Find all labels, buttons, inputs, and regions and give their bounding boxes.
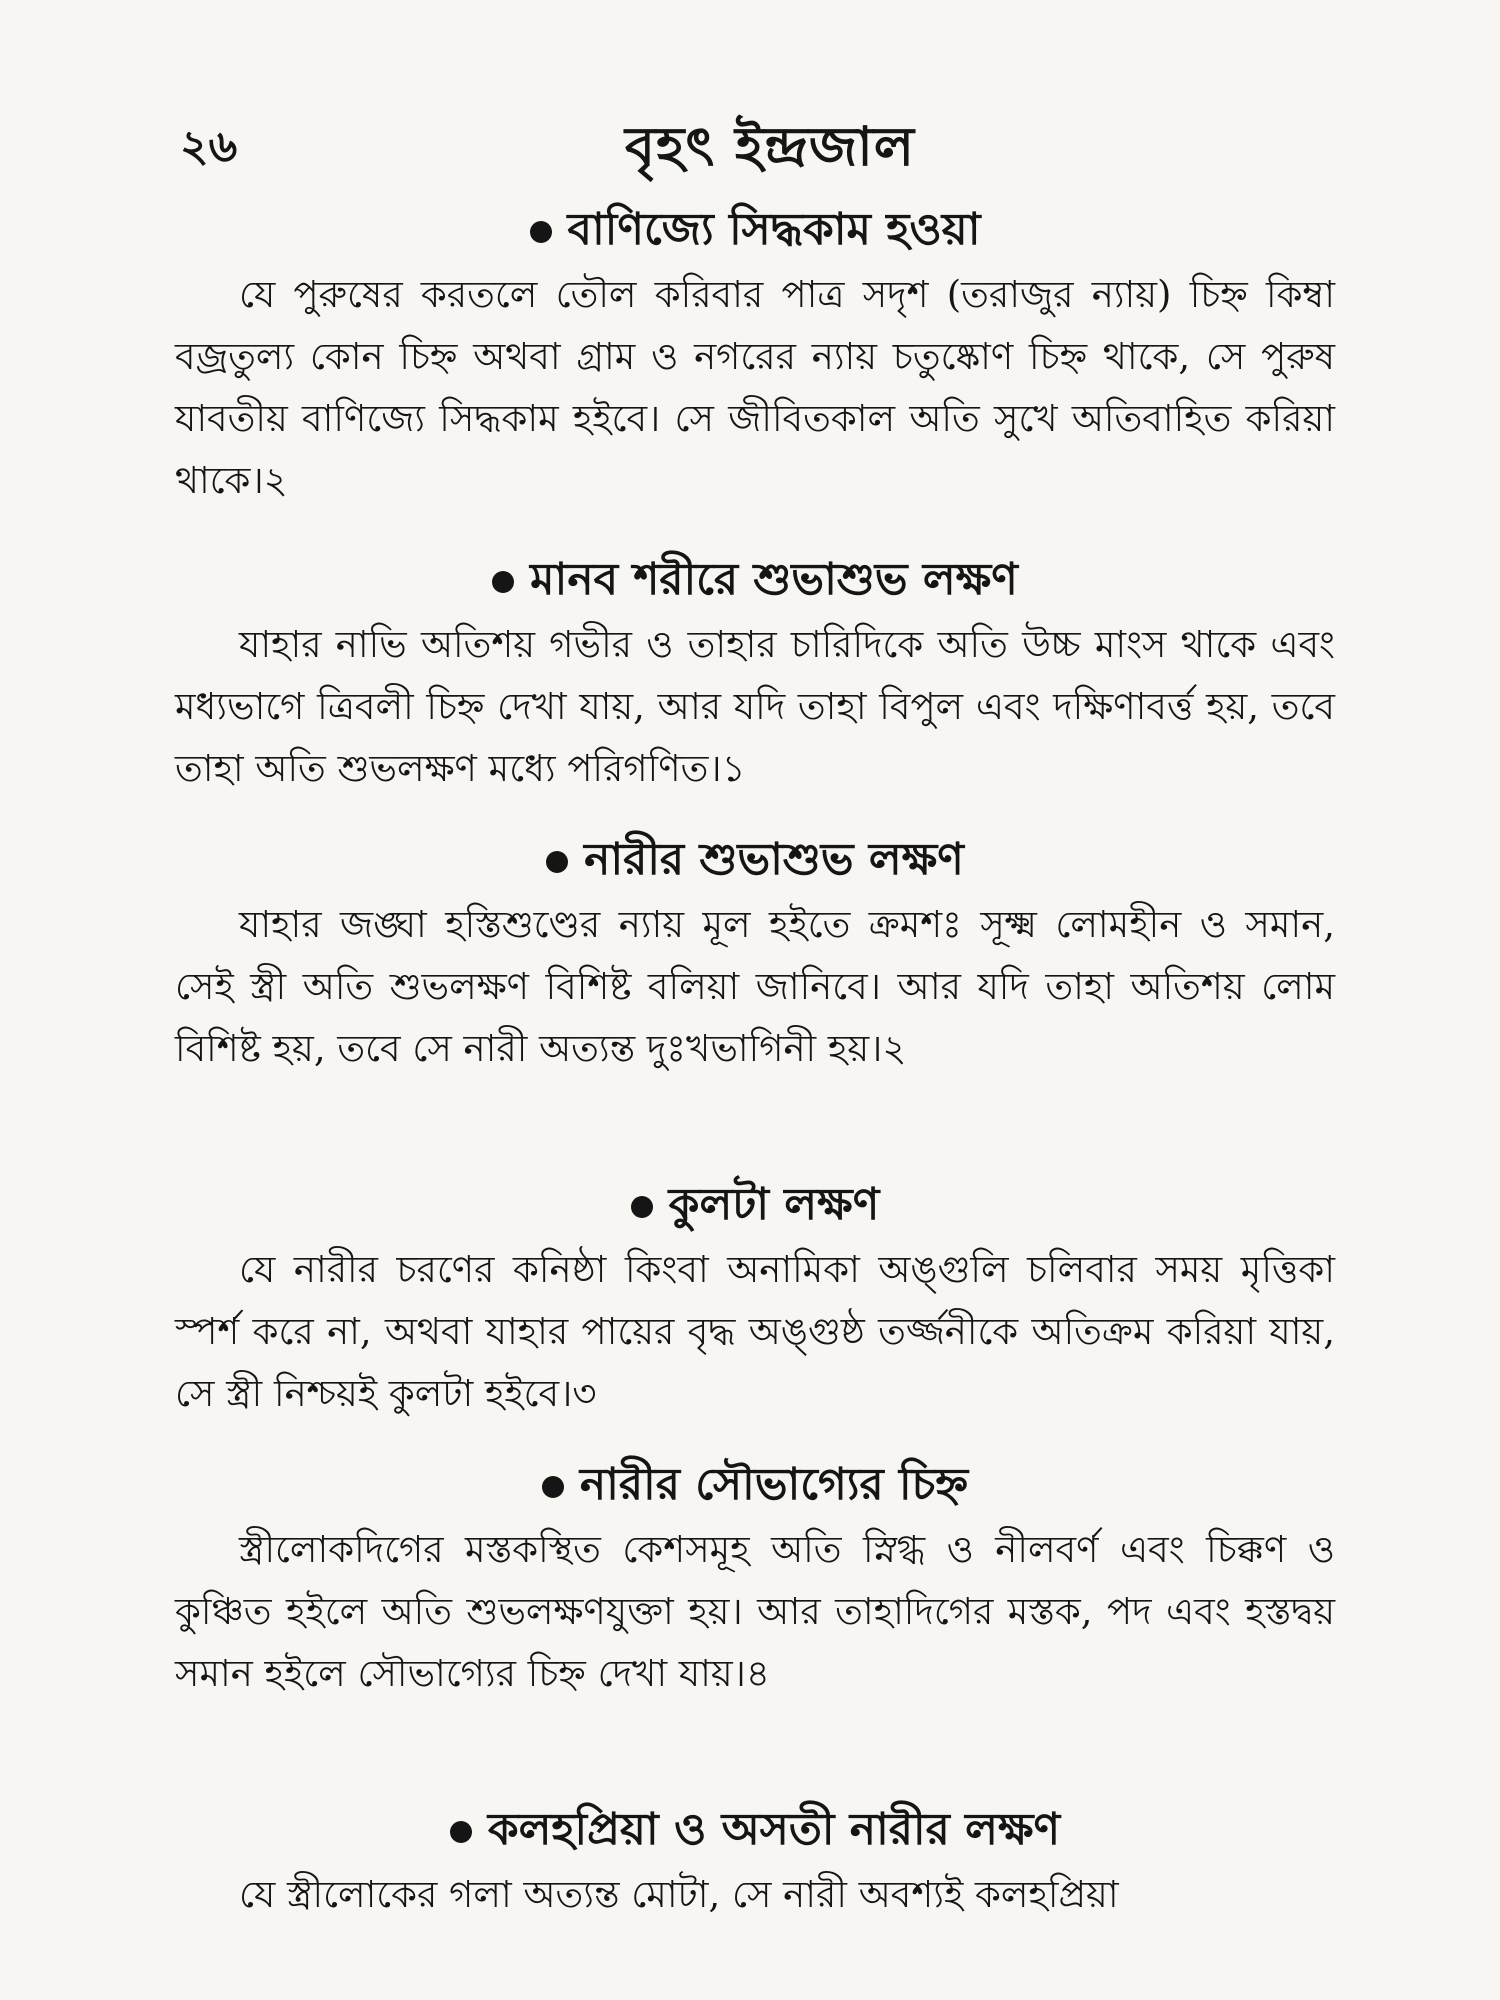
page-header	[180, 105, 1360, 185]
section-woman-signs	[175, 830, 1335, 1080]
section-body: যে নারীর চরণের কনিষ্ঠা কিংবা অনামিকা অঙ্গুলি চলিবার সময় মৃত্তিকা স্পর্শ করে না, অথবা যাহার পায়ের বৃদ্ধ অঙ্গুষ্ঠ তর্জ্জনীকে অতিক্রম করিয়া যায়, সে স্ত্রী নিশ্চয়ই কুলটা হইবে।৩	[175, 1248, 1335, 1415]
section-heading	[175, 830, 1335, 894]
section-heading-text: কলহপ্রিয়া ও অসতী নারীর লক্ষণ	[487, 1803, 1061, 1855]
section-heading	[175, 1800, 1335, 1864]
section-body: যে পুরুষের করতলে তৌল করিবার পাত্র সদৃশ (তরাজুর ন্যায়) চিহ্ন কিম্বা বজ্রতুল্য কোন চিহ্ন অথবা গ্রাম ও নগরের ন্যায় চতুষ্কোণ চিহ্ন থাকে, সে পুরুষ যাবতীয় বাণিজ্যে সিদ্ধকাম হইবে। সে জীবিতকাল অতি সুখে অতিবাহিত করিয়া থাকে।২	[175, 273, 1335, 502]
bullet-icon	[530, 221, 552, 243]
section-body: স্ত্রীলোকদিগের মস্তকস্থিত কেশসমূহ অতি স্নিগ্ধ ও নীলবর্ণ এবং চিক্কণ ও কুঞ্চিত হইলে অতি শুভলক্ষণযুক্তা হয়। আর তাহাদিগের মস্তক, পদ এবং হস্তদ্বয় সমান হইলে সৌভাগ্যের চিহ্ন দেখা যায়।৪	[175, 1528, 1335, 1695]
bullet-icon	[492, 571, 514, 593]
section-heading-text: মানব শরীরে শুভাশুভ লক্ষণ	[530, 553, 1018, 605]
bullet-icon	[631, 1196, 653, 1218]
section-body: যে স্ত্রীলোকের গলা অত্যন্ত মোটা, সে নারী অবশ্যই কলহপ্রিয়া	[239, 1873, 1119, 1916]
section-heading-text: নারীর শুভাশুভ লক্ষণ	[584, 833, 964, 885]
section-heading-text: কুলটা লক্ষণ	[668, 1178, 880, 1230]
page-number: ২৬	[180, 121, 238, 172]
section-human-body-signs	[175, 550, 1335, 800]
section-body: যাহার জঙ্ঘা হস্তিশুণ্ডের ন্যায় মূল হইতে ক্রমশঃ সূক্ষ্ম লোমহীন ও সমান, সেই স্ত্রী অতি শুভলক্ষণ বিশিষ্ট বলিয়া জানিবে। আর যদি তাহা অতিশয় লোম বিশিষ্ট হয়, তবে সে নারী অত্যন্ত দুঃখভাগিনী হয়।২	[175, 903, 1335, 1070]
section-heading	[175, 200, 1335, 264]
section-heading	[175, 1455, 1335, 1519]
bullet-icon	[546, 851, 568, 873]
section-heading-text: বাণিজ্যে সিদ্ধকাম হওয়া	[567, 203, 981, 255]
bullet-icon	[542, 1476, 564, 1498]
section-business-success	[175, 200, 1335, 512]
section-body: যাহার নাভি অতিশয় গভীর ও তাহার চারিদিকে অতি উচ্চ মাংস থাকে এবং মধ্যভাগে ত্রিবলী চিহ্ন দেখা যায়, আর যদি তাহা বিপুল এবং দক্ষিণাবর্ত্ত হয়, তবে তাহা অতি শুভলক্ষণ মধ্যে পরিগণিত।১	[175, 623, 1335, 790]
section-fortune-signs	[175, 1455, 1335, 1705]
bullet-icon	[450, 1821, 472, 1843]
section-heading	[175, 1175, 1335, 1239]
book-title: বৃহৎ ইন্দ্রজাল	[624, 114, 916, 178]
section-heading	[175, 550, 1335, 614]
section-heading-text: নারীর সৌভাগ্যের চিহ্ন	[579, 1458, 969, 1510]
section-quarrelsome-signs	[175, 1800, 1335, 1926]
section-kulta-signs	[175, 1175, 1335, 1425]
